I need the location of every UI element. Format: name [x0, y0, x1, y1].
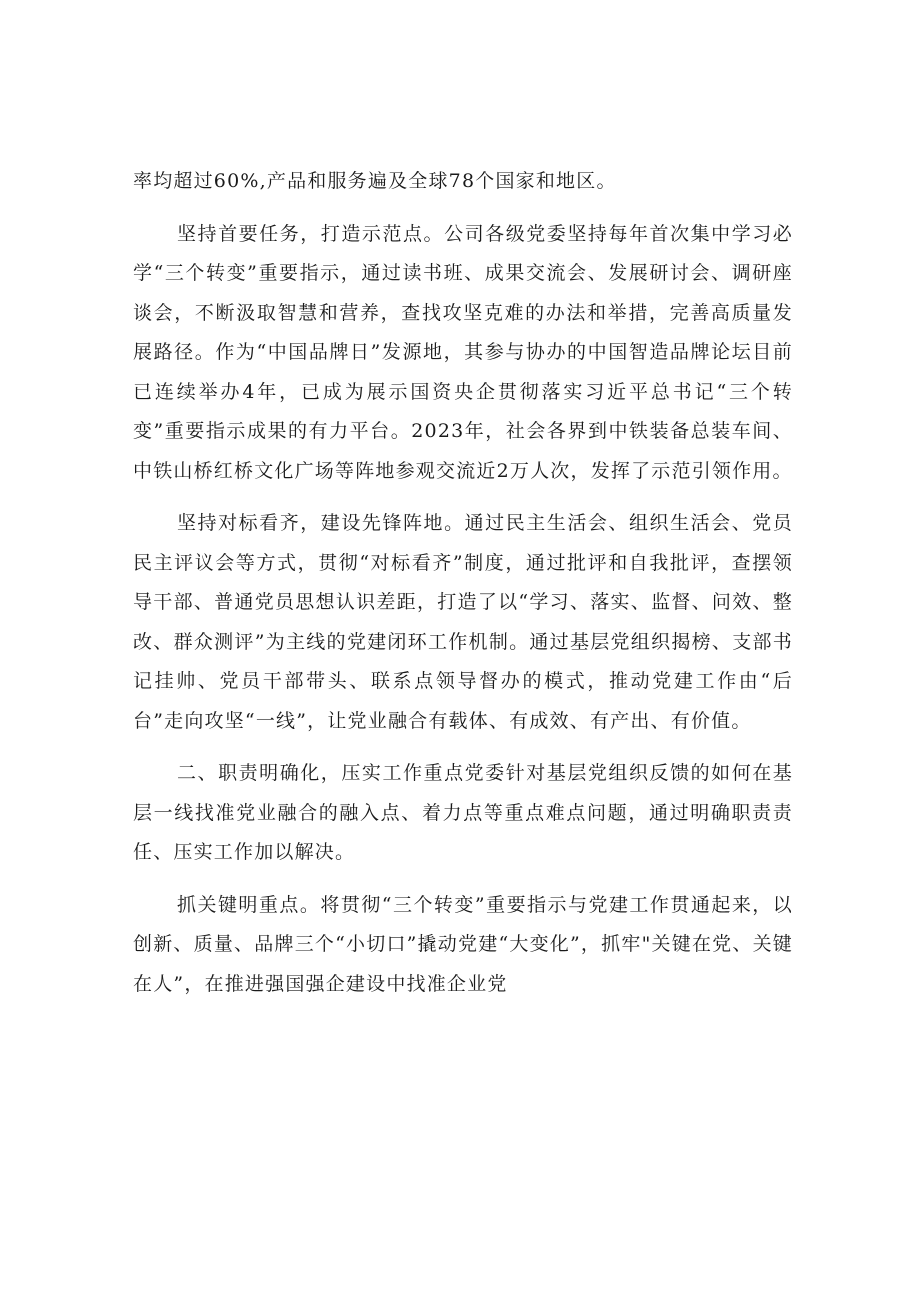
document-body: [133, 162, 793, 1004]
paragraph-section-two-heading: 二、职责明确化，压实工作重点党委针对基层党组织反馈的如何在基层一线找准党业融合的融入点、着力点等重点难点问题，通过明确职责责任、压实工作加以解决。: [133, 762, 793, 863]
paragraph-demonstration-site: 坚持首要任务，打造示范点。公司各级党委坚持每年首次集中学习必学“三个转变”重要指示，通过读书班、成果交流会、发展研讨会、调研座谈会，不断汲取智慧和营养，查找攻坚克难的办法和举措，完善高质量发展路径。作为“中国品牌日”发源地，其参与协办的中国智造品牌论坛目前已连续举办4年，已成为展示国资央企贯彻落实习近平总书记“三个转变”重要指示成果的有力平台。2023年，社会各界到中铁装备总装车间、中铁山桥红桥文化广场等阵地参观交流近2万人次，发挥了示范引领作用。: [133, 222, 793, 482]
paragraph-continued: 率均超过60%,产品和服务遍及全球78个国家和地区。: [133, 170, 617, 192]
paragraph-benchmark-alignment: 坚持对标看齐，建设先锋阵地。通过民主生活会、组织生活会、党员民主评议会等方式，贯彻“对标看齐”制度，通过批评和自我批评，查摆领导干部、普通党员思想认识差距，打造了以“学习、落实、监督、问效、整改、群众测评”为主线的党建闭环工作机制。通过基层党组织揭榜、支部书记挂帅、党员干部带头、联系点领导督办的模式，推动党建工作由“后台”走向攻坚“一线”，让党业融合有载体、有成效、有产出、有价值。: [133, 512, 793, 732]
paragraph-key-points: 抓关键明重点。将贯彻“三个转变”重要指示与党建工作贯通起来，以创新、质量、品牌三个“小切口”撬动党建“大变化”，抓牢"关键在党、关键在人”，在推进强国强企建设中找准企业党: [133, 893, 793, 995]
